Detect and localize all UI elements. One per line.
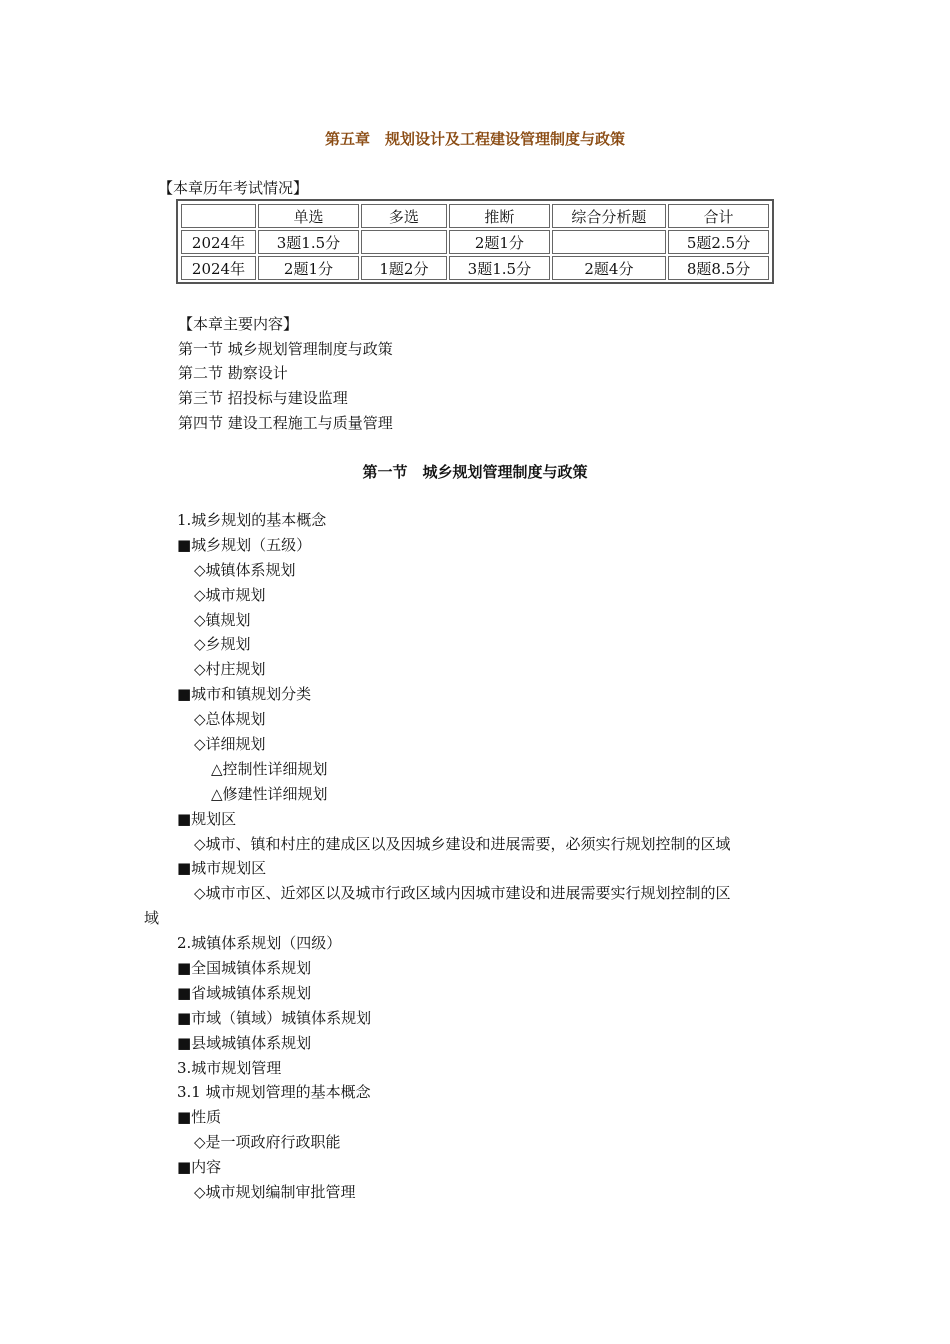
table-cell: 2题1分 xyxy=(258,256,359,280)
sub-item: ◇是一项政府行政职能 xyxy=(194,1133,341,1152)
bullet-item: ■性质 xyxy=(177,1108,222,1127)
table-header-cell: 合计 xyxy=(668,204,769,228)
numbered-heading: 3.城市规划管理 xyxy=(177,1058,282,1077)
sub-item: ◇城市规划 xyxy=(194,585,266,604)
bullet-item: ■市域（镇域）城镇体系规划 xyxy=(177,1008,372,1027)
table-cell: 8题8.5分 xyxy=(668,256,769,280)
table-header-cell: 推断 xyxy=(449,204,550,228)
sub-item: ◇总体规划 xyxy=(194,710,266,729)
table-header-row xyxy=(181,204,769,228)
bullet-item: ■城市规划区 xyxy=(177,859,267,878)
bullet-item: ■省域城镇体系规划 xyxy=(177,983,312,1002)
sub-item: ◇镇规划 xyxy=(194,610,251,629)
sub-item: ◇城市、镇和村庄的建成区以及因城乡建设和进展需要，必须实行规划控制的区域 xyxy=(194,834,731,853)
numbered-heading: 2.城镇体系规划（四级） xyxy=(177,934,342,953)
table-cell xyxy=(361,230,447,254)
contents-heading: 【本章主要内容】 xyxy=(178,315,299,333)
contents-item: 第四节 建设工程施工与质量管理 xyxy=(178,413,393,432)
bullet-item: ■城市和镇规划分类 xyxy=(177,685,312,704)
table-cell: 3题1.5分 xyxy=(258,230,359,254)
table-cell xyxy=(552,230,666,254)
sub-item: ◇村庄规划 xyxy=(194,660,266,679)
contents-item: 第二节 勘察设计 xyxy=(178,364,288,383)
table-cell: 2题1分 xyxy=(449,230,550,254)
chapter-contents xyxy=(178,312,393,435)
table-cell: 1题2分 xyxy=(361,256,447,280)
sub-item: ◇乡规划 xyxy=(194,635,251,654)
table-row xyxy=(181,256,769,280)
sub-sub-item: △控制性详细规划 xyxy=(211,759,328,778)
table-header-cell: 多选 xyxy=(361,204,447,228)
sub-item: ◇城市市区、近郊区以及城市行政区域内因城市建设和进展需要实行规划控制的区 xyxy=(194,884,731,903)
wrapped-line: 域 xyxy=(144,909,160,928)
bullet-item: ■县域城镇体系规划 xyxy=(177,1033,312,1052)
bullet-item: ■全国城镇体系规划 xyxy=(177,959,312,978)
bullet-item: ■规划区 xyxy=(177,809,237,828)
section-body xyxy=(144,508,814,1205)
table-header-cell: 单选 xyxy=(258,204,359,228)
table-header-cell: 综合分析题 xyxy=(552,204,666,228)
table-header-cell xyxy=(181,204,256,228)
numbered-heading: 1.城乡规划的基本概念 xyxy=(177,511,327,529)
bullet-item: ■内容 xyxy=(177,1158,222,1177)
sub-sub-item: △修建性详细规划 xyxy=(211,784,328,803)
bullet-item: ■城乡规划（五级） xyxy=(177,535,312,554)
table-cell: 2题4分 xyxy=(552,256,666,280)
sub-item: ◇城镇体系规划 xyxy=(194,560,296,579)
sub-item: ◇城市规划编制审批管理 xyxy=(194,1183,356,1202)
numbered-subheading: 3.1 城市规划管理的基本概念 xyxy=(177,1083,371,1102)
table-cell: 5题2.5分 xyxy=(668,230,769,254)
table-cell: 3题1.5分 xyxy=(449,256,550,280)
table-cell: 2024年 xyxy=(181,256,256,280)
section-title: 第一节 城乡规划管理制度与政策 xyxy=(362,463,588,481)
table-row xyxy=(181,230,769,254)
contents-item: 第一节 城乡规划管理制度与政策 xyxy=(178,339,393,358)
sub-item: ◇详细规划 xyxy=(194,735,266,754)
exam-history-heading: 【本章历年考试情况】 xyxy=(158,179,309,197)
table-cell: 2024年 xyxy=(181,230,256,254)
exam-history-table xyxy=(179,202,771,282)
contents-item: 第三节 招投标与建设监理 xyxy=(178,389,348,408)
exam-history-table-frame xyxy=(176,199,774,284)
chapter-title: 第五章 规划设计及工程建设管理制度与政策 xyxy=(324,130,625,148)
